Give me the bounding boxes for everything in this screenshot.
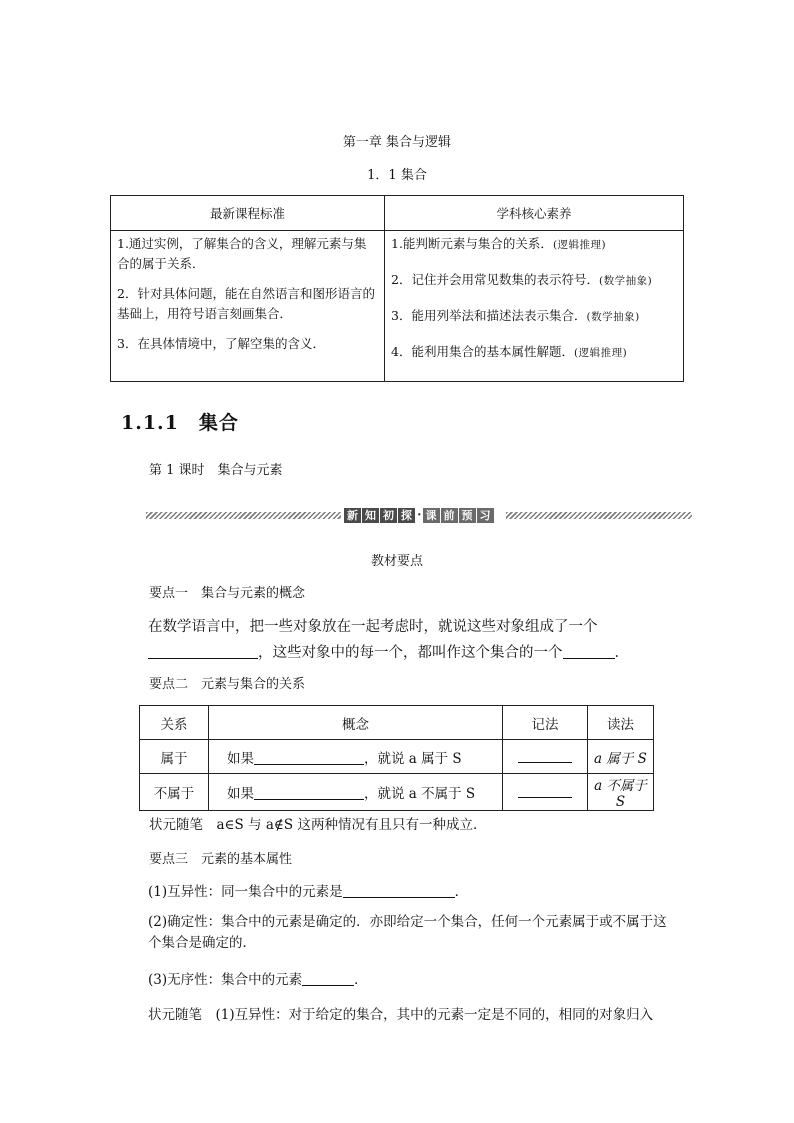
property-end: ． xyxy=(354,972,368,988)
relation-cell: 不属于 xyxy=(140,774,209,811)
concept-cell xyxy=(209,740,503,774)
property-text: (3)无序性：集合中的元素 xyxy=(148,972,303,988)
point1-text-b: ，这些对象中的每一个，都叫作这个集合的一个 xyxy=(258,645,563,661)
answer-blank[interactable] xyxy=(563,644,615,660)
answer-blank[interactable] xyxy=(518,748,572,763)
banner-stripe-left xyxy=(146,512,341,519)
answer-blank[interactable] xyxy=(518,784,572,799)
banner-char: 习 xyxy=(477,508,494,523)
study-note-1: 状元随笔 a∈S 与 a∉S 这两种情况有且只有一种成立． xyxy=(149,817,487,833)
answer-blank[interactable] xyxy=(254,750,364,765)
section-banner xyxy=(146,507,692,523)
banner-char: 预 xyxy=(459,508,476,523)
banner-char: 课 xyxy=(423,508,440,523)
concept-header: 概念 xyxy=(209,706,503,740)
literacy-item xyxy=(391,270,677,291)
relation-table xyxy=(139,705,654,811)
point1-paragraph xyxy=(148,614,676,666)
standard-item: 3．在具体情境中，了解空集的含义． xyxy=(117,336,325,351)
reading-header: 读法 xyxy=(588,706,654,740)
core-literacy-header: 学科核心素养 xyxy=(385,196,684,231)
literacy-text: 2．记住并会用常见数集的表示符号． xyxy=(391,272,599,287)
banner-char: 探 xyxy=(398,508,415,523)
literacy-text: 1.能判断元素与集合的关系． xyxy=(391,236,553,251)
curriculum-standards-table xyxy=(110,195,684,382)
literacy-tag: (逻辑推理) xyxy=(573,347,628,359)
standards-header: 最新课程标准 xyxy=(111,196,385,231)
property-end: ． xyxy=(454,884,469,900)
standards-cell xyxy=(111,231,385,382)
property-unordered xyxy=(148,968,368,988)
chapter-title: 第一章 集合与逻辑 xyxy=(342,135,452,150)
point3-heading: 要点三 元素的基本属性 xyxy=(149,852,293,867)
answer-blank[interactable] xyxy=(148,644,258,660)
point2-heading: 要点二 元素与集合的关系 xyxy=(149,677,306,692)
core-literacy-cell xyxy=(385,231,684,382)
concept-pre: 如果 xyxy=(227,750,254,767)
relation-header: 关系 xyxy=(140,706,209,740)
answer-blank[interactable] xyxy=(343,884,455,899)
notation-header: 记法 xyxy=(503,706,588,740)
banner-char: 新 xyxy=(344,508,361,523)
subsection-title: 1.1.1 集合 xyxy=(121,412,239,434)
banner-char: 前 xyxy=(441,508,458,523)
banner-char: 初 xyxy=(380,508,397,523)
literacy-item xyxy=(391,234,677,255)
literacy-item xyxy=(391,342,677,363)
concept-post: ，就说 a 属于 S xyxy=(364,750,462,767)
literacy-tag: (逻辑推理) xyxy=(552,239,607,251)
literacy-text: 4．能利用集合的基本属性解题． xyxy=(391,344,574,359)
concept-pre: 如果 xyxy=(227,786,254,802)
notation-cell xyxy=(503,774,588,811)
lesson-title: 第 1 课时 集合与元素 xyxy=(149,463,283,478)
concept-cell xyxy=(209,774,503,811)
point1-text-c: ． xyxy=(614,645,629,661)
banner-char: 知 xyxy=(362,508,379,523)
point1-heading: 要点一 集合与元素的概念 xyxy=(149,586,306,601)
literacy-tag: (数学抽象) xyxy=(586,311,640,323)
banner-separator: · xyxy=(417,507,422,523)
concept-post: ，就说 a 不属于 S xyxy=(364,786,476,802)
answer-blank[interactable] xyxy=(302,972,354,987)
property-definiteness: (2)确定性：集合中的元素是确定的．亦即给定一个集合，任何一个元素属于或不属于这个集合是确定的． xyxy=(148,914,667,951)
answer-blank[interactable] xyxy=(254,786,364,801)
study-note-2: 状元随笔 (1)互异性：对于给定的集合，其中的元素一定是不同的，相同的对象归入 xyxy=(148,1007,654,1023)
notation-cell xyxy=(503,740,588,774)
reading-cell: a 不属于 S xyxy=(588,774,654,811)
property-text: (1)互异性：同一集合中的元素是 xyxy=(148,884,343,900)
standard-item: 2．针对具体问题，能在自然语言和图形语言的基础上，用符号语言刻画集合． xyxy=(117,286,375,321)
literacy-tag: (数学抽象) xyxy=(598,275,653,287)
materials-heading: 教材要点 xyxy=(370,554,423,569)
banner-stripe-right xyxy=(506,512,692,519)
banner-label xyxy=(344,507,495,523)
standard-item: 1.通过实例，了解集合的含义，理解元素与集合的属于关系． xyxy=(117,236,367,271)
point1-text-a: 在数学语言中，把一些对象放在一起考虑时，就说这些对象组成了一个 xyxy=(148,619,598,635)
literacy-text: 3．能用列举法和描述法表示集合． xyxy=(391,308,587,323)
section-title: 1．1 集合 xyxy=(367,168,427,183)
property-distinctness xyxy=(148,880,468,900)
relation-cell: 属于 xyxy=(140,740,209,774)
reading-cell: a 属于 S xyxy=(588,740,654,774)
literacy-item xyxy=(391,306,677,327)
